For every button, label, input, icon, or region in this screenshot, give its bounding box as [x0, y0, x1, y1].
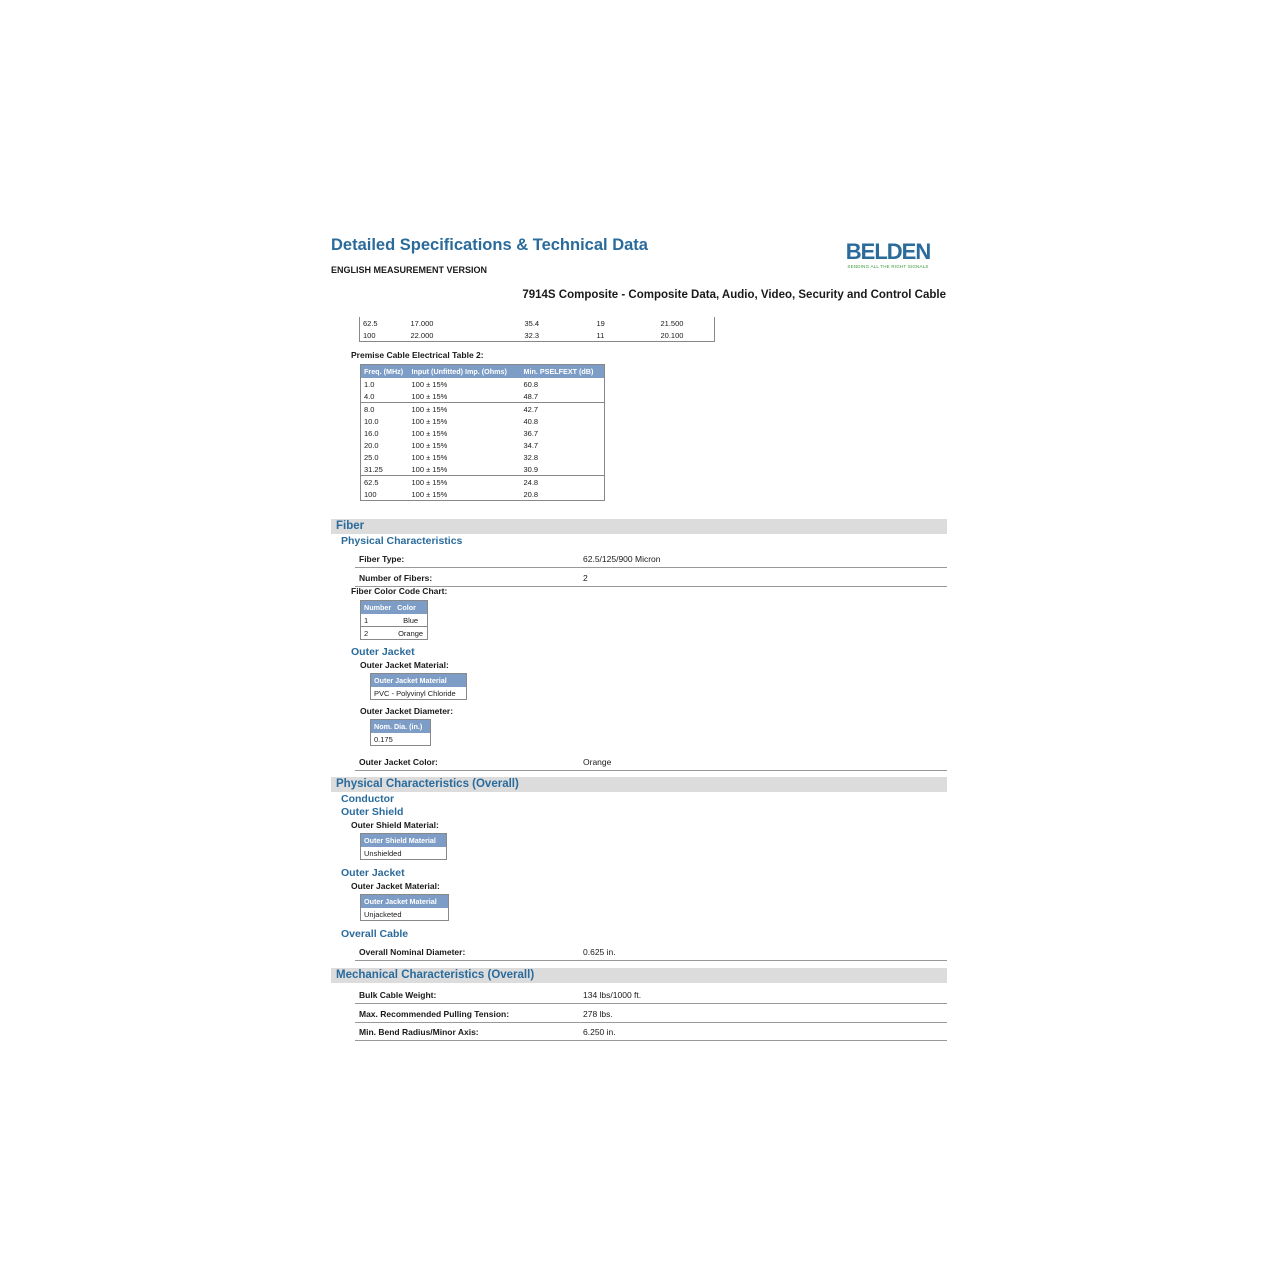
table-cell: 62.5 [361, 476, 409, 489]
subsection-outer-shield: Outer Shield [341, 806, 404, 818]
column-header: Number [361, 601, 395, 615]
property-fiber-type [355, 549, 947, 568]
overall-jacket-material-table [360, 894, 449, 921]
property-label: Number of Fibers: [359, 573, 433, 583]
table-cell: 21.500 [660, 318, 684, 328]
table-row [360, 317, 715, 329]
outer-shield-material-table [360, 833, 447, 860]
table-row [361, 415, 605, 427]
table-cell: Unshielded [364, 848, 402, 858]
color-chart-title: Fiber Color Code Chart: [351, 586, 448, 596]
column-header: Outer Jacket Material [371, 674, 467, 688]
table-cell: 20.0 [364, 440, 379, 450]
table-cell: 22.000 [410, 330, 434, 340]
table-cell: 62.5 [363, 318, 378, 328]
column-header: Nom. Dia. (in.) [371, 720, 431, 734]
table-row [361, 476, 605, 489]
property-value: 0.625 in. [583, 947, 616, 957]
table-cell: 48.7 [523, 391, 539, 401]
page-title: Detailed Specifications & Technical Data [331, 236, 648, 254]
table-cell: 4.0 [364, 391, 375, 401]
table-cell: Unjacketed [364, 909, 402, 919]
table-cell: 8.0 [361, 403, 409, 416]
column-header: Min. PSELFEXT (dB) [521, 365, 605, 379]
table-row [361, 378, 605, 390]
property-value: 2 [583, 573, 588, 583]
logo-wordmark: BELDEN [845, 239, 931, 264]
table-cell: PVC - Polyvinyl Chloride [374, 688, 456, 698]
table-row [361, 390, 605, 403]
jacket-material-label: Outer Jacket Material: [360, 660, 449, 670]
table-cell: 60.8 [523, 379, 539, 389]
table-cell: 20.8 [523, 489, 539, 499]
table-row [361, 908, 449, 921]
table-row [361, 614, 428, 627]
subsection-physical: Physical Characteristics [341, 535, 463, 547]
table-cell: 19 [596, 318, 605, 328]
table-cell: 24.8 [521, 476, 605, 489]
subsection-overall-outer-jacket: Outer Jacket [341, 867, 405, 879]
table-cell: 30.9 [523, 464, 539, 474]
property-jacket-color [355, 752, 947, 771]
belden-logo [843, 240, 933, 270]
table-cell: 35.4 [524, 318, 540, 328]
property-value: Orange [583, 757, 612, 767]
table-cell: 2 [361, 627, 395, 640]
property-bend-radius [355, 1022, 947, 1041]
table-cell: Blue [403, 615, 419, 625]
table-row [361, 451, 605, 463]
property-label: Bulk Cable Weight: [359, 990, 437, 1000]
column-header: Outer Jacket Material [361, 895, 449, 909]
table-cell: 1 [364, 615, 369, 625]
jacket-material-table [370, 673, 467, 700]
table-row [361, 403, 605, 416]
table-header-row [371, 720, 431, 734]
table-cell: 25.0 [364, 452, 379, 462]
table-header-row [371, 674, 467, 688]
table-cell: 100 ± 15% [409, 476, 521, 489]
property-value: 6.250 in. [583, 1027, 616, 1037]
property-label: Min. Bend Radius/Minor Axis: [359, 1027, 479, 1037]
table-cell: Orange [394, 627, 427, 640]
table-cell: 42.7 [521, 403, 605, 416]
table-cell: 100 [363, 330, 376, 340]
subsection-fiber-outer-jacket: Outer Jacket [351, 646, 415, 658]
property-label: Outer Jacket Color: [359, 757, 438, 767]
jacket-diameter-label: Outer Jacket Diameter: [360, 706, 454, 716]
section-mechanical: Mechanical Characteristics (Overall) [331, 968, 947, 983]
table-row [361, 439, 605, 451]
subsection-conductor: Conductor [341, 793, 395, 805]
column-header: Color [394, 601, 427, 615]
table-cell: 10.0 [364, 416, 379, 426]
table-row [361, 627, 428, 640]
table-header-row [361, 834, 447, 848]
section-physical-overall: Physical Characteristics (Overall) [331, 777, 947, 792]
electrical-table-1-continued [359, 317, 715, 342]
table-cell: 16.0 [364, 428, 379, 438]
table-cell: 32.3 [524, 330, 540, 340]
property-label: Fiber Type: [359, 554, 405, 564]
table-row [361, 847, 447, 860]
table-cell: 34.7 [523, 440, 539, 450]
table-cell: 32.8 [523, 452, 539, 462]
outer-shield-material-label: Outer Shield Material: [351, 820, 439, 830]
product-line: 7914S Composite - Composite Data, Audio, Video, Security and Control Cable [522, 289, 946, 301]
table-cell: 100 [364, 489, 377, 499]
column-header: Input (Unfitted) Imp. (Ohms) [409, 365, 521, 379]
table-header-row [361, 365, 605, 379]
table-cell: 40.8 [523, 416, 539, 426]
table-cell: 31.25 [364, 464, 383, 474]
property-overall-diameter [355, 942, 947, 961]
table-cell: 17.000 [410, 318, 434, 328]
property-value: 278 lbs. [583, 1009, 613, 1019]
table-row [361, 463, 605, 476]
table-cell: 100 ± 15% [411, 452, 448, 462]
table-cell: 100 ± 15% [411, 416, 448, 426]
table-cell: 36.7 [523, 428, 539, 438]
logo-tagline: SENDING ALL THE RIGHT SIGNALS [847, 264, 929, 269]
table-row [360, 329, 715, 342]
section-fiber: Fiber [331, 519, 947, 534]
table-cell: 100 ± 15% [409, 403, 521, 416]
table-2-title: Premise Cable Electrical Table 2: [351, 350, 484, 360]
table-cell: 1.0 [364, 379, 375, 389]
property-value: 134 lbs/1000 ft. [583, 990, 642, 1000]
fiber-color-table [360, 600, 428, 640]
table-header-row [361, 895, 449, 909]
table-row [371, 733, 431, 746]
column-header: Freq. (MHz) [361, 365, 409, 379]
property-value: 62.5/125/900 Micron [583, 554, 661, 564]
overall-jacket-material-label: Outer Jacket Material: [351, 881, 440, 891]
subsection-overall-cable: Overall Cable [341, 928, 409, 940]
table-row [371, 687, 467, 700]
table-cell: 100 ± 15% [411, 464, 448, 474]
page-subtitle: ENGLISH MEASUREMENT VERSION [331, 265, 488, 275]
table-cell: 11 [596, 330, 605, 340]
property-pulling-tension [355, 1004, 947, 1023]
table-cell: 100 ± 15% [411, 440, 448, 450]
table-row [361, 488, 605, 501]
table-cell: 100 ± 15% [411, 391, 448, 401]
column-header: Outer Shield Material [361, 834, 447, 848]
table-cell: 20.100 [660, 330, 684, 340]
table-cell: 100 ± 15% [411, 428, 448, 438]
table-header-row [361, 601, 428, 615]
property-label: Overall Nominal Diameter: [359, 947, 466, 957]
table-cell: 100 ± 15% [411, 379, 448, 389]
table-row [361, 427, 605, 439]
property-label: Max. Recommended Pulling Tension: [359, 1009, 510, 1019]
property-number-of-fibers [355, 568, 947, 587]
property-bulk-weight [355, 985, 947, 1004]
table-cell: 100 ± 15% [411, 489, 448, 499]
electrical-table-2 [360, 364, 605, 501]
jacket-diameter-table [370, 719, 431, 746]
table-cell: 0.175 [374, 734, 393, 744]
